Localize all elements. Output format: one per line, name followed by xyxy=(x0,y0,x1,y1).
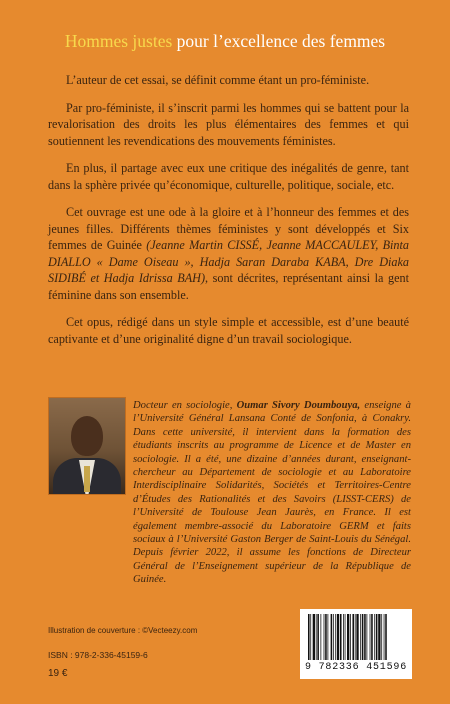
barcode-bar xyxy=(370,614,371,660)
price-label: 19 € xyxy=(48,668,68,679)
summary-paragraph-4 xyxy=(48,204,409,303)
barcode-bar xyxy=(367,614,368,660)
barcode-bar xyxy=(374,614,375,660)
barcode-bar xyxy=(347,614,349,660)
barcode-bar xyxy=(345,614,346,660)
barcode-bar xyxy=(320,614,321,660)
book-title xyxy=(0,30,450,52)
barcode-bar xyxy=(328,614,329,660)
author-name: Oumar Sivory Doumbouya, xyxy=(236,400,361,411)
barcode-bar xyxy=(335,614,336,660)
book-title-rest: pour l’excellence des femmes xyxy=(172,31,386,51)
barcode-digits: 9 782336 451596 xyxy=(304,662,407,673)
barcode-bar xyxy=(343,614,344,660)
barcode-bar xyxy=(310,614,311,660)
barcode-bar xyxy=(325,614,327,660)
author-bio xyxy=(133,399,411,587)
isbn-number: ISBN : 978-2-336-45159-6 xyxy=(48,650,148,660)
barcode-bar xyxy=(356,614,358,660)
author-photo xyxy=(48,397,126,495)
barcode-bar xyxy=(376,614,378,660)
barcode-bar xyxy=(313,614,315,660)
barcode-bar xyxy=(308,614,310,660)
author-bio-start: Docteur en sociologie, xyxy=(133,400,237,411)
summary-paragraph-1: L’auteur de cet essai, se définit comme étant un pro-féministe. xyxy=(66,73,370,87)
summary-paragraph-4-names: (Jeanne Martin CISSÉ, Jeanne MACCAULEY, Binta DIALLO « Dame Oiseau », Hadja Saran Daraba KABA, Dre Diaka SIDIBÉ et Hadja Idrissa BAH) xyxy=(48,238,410,285)
summary-paragraph-3: En plus, il partage avec eux une critique des inégalités de genre, tant dans la sphère privée qu’économique, culturelle, politique, sociale, etc. xyxy=(48,161,409,192)
barcode-bar xyxy=(362,614,364,660)
summary-paragraph-4-start: Cet ouvrage est une ode à la gloire et à l’honneur des femmes et des jeunes filles. Différents thèmes féministes y sont développés et Six femmes de Guinée xyxy=(48,205,409,252)
barcode-bar xyxy=(352,614,354,660)
summary-paragraph-4-end: , sont décrites, représentant ainsi la gent féminine dans son ensemble. xyxy=(48,271,410,302)
barcode-bar xyxy=(317,614,319,660)
summary-paragraph-2: Par pro-féministe, il s’inscrit parmi les hommes qui se battent pour la revalorisation des droits les plus élémentaires des femmes et qui soutiennent les revendications des mouvements féministes. xyxy=(48,100,409,148)
barcode-bar xyxy=(333,614,334,660)
barcode-bar xyxy=(371,614,373,660)
author-bio-rest: enseigne à l’Université Général Lansana Conté de Sonfonia, à Conakry. Dans cette université, il intervient dans la formation des étudiants inscrits au programme de Licence et de Master en sociologie. Il a été, une dizaine d’années durant, enseignant-chercheur au Département de sociologie et au Laboratoire Interdisciplinaire Solidarités, Sociétés et Territoires-Centre d’Études des Rationalités et des Savoirs (LISST-CERS) de l’Université de Toulouse Jean Jaurès, en France. Il est également membre-associé du Laboratoire GERM et faits sociaux à l’Université Gaston Berger de Saint-Louis du Sénégal. Depuis février 2022, il assume les fonctions de Directeur Général de l’Enseignement supérieur de la République de Guinée. xyxy=(133,400,411,586)
barcode xyxy=(300,609,412,679)
barcode-bar xyxy=(337,614,339,660)
author-photo-face xyxy=(71,416,103,456)
barcode-bar xyxy=(360,614,361,660)
barcode-bar xyxy=(350,614,351,660)
author-photo-tie xyxy=(84,466,90,492)
illustration-credit: Illustration de couverture : ©Vecteezy.com xyxy=(48,626,198,635)
barcode-bar xyxy=(331,614,333,660)
barcode-bar xyxy=(324,614,325,660)
barcode-bar xyxy=(355,614,356,660)
barcode-bar xyxy=(316,614,317,660)
back-cover-summary xyxy=(48,72,409,358)
book-title-accent: Hommes justes xyxy=(64,31,173,51)
barcode-bar xyxy=(384,614,385,660)
barcode-bars xyxy=(306,614,406,660)
barcode-bar xyxy=(385,614,387,660)
barcode-bar xyxy=(340,614,342,660)
barcode-bar xyxy=(381,614,382,660)
barcode-bar xyxy=(378,614,380,660)
summary-paragraph-5: Cet opus, rédigé dans un style simple et accessible, est d’une beauté captivante et d’une originalité digne d’un travail sociologique. xyxy=(48,315,409,346)
barcode-bar xyxy=(364,614,366,660)
